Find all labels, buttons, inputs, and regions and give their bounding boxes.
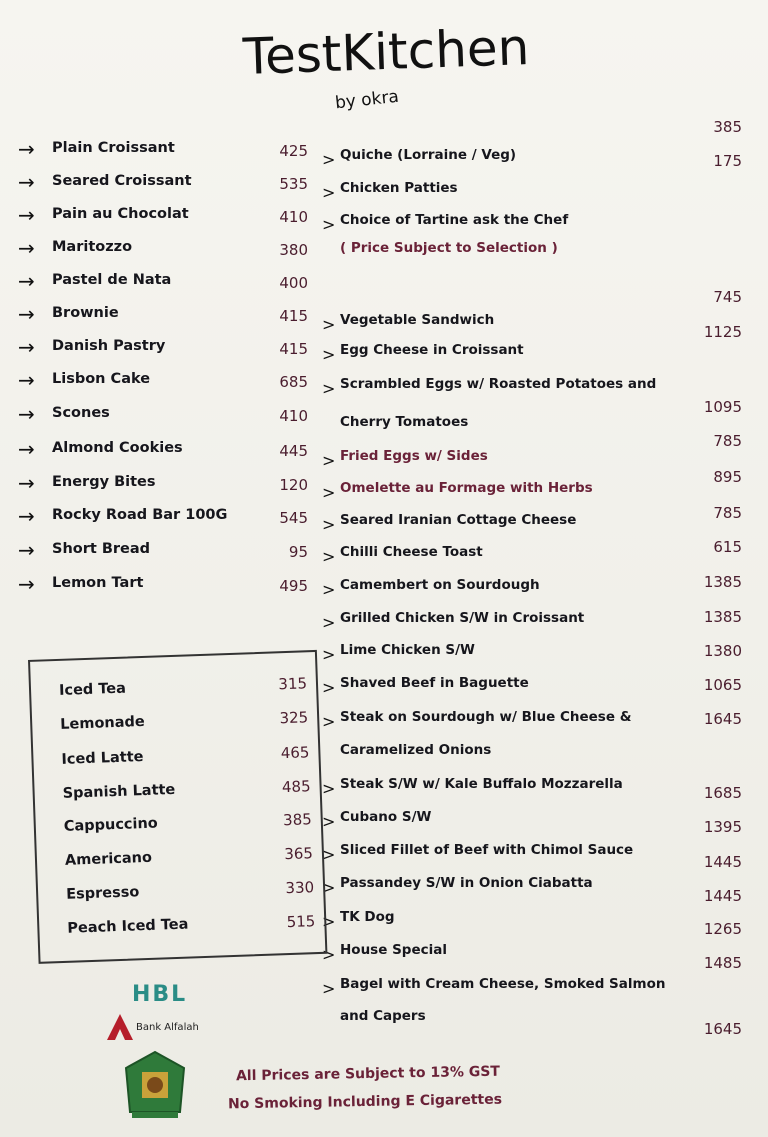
arrow-icon: > [322, 345, 336, 364]
item-price: 1685 [703, 784, 742, 802]
arrow-icon: → [18, 137, 35, 161]
arrow-icon: > [322, 812, 336, 831]
mains-item [322, 288, 752, 336]
mains-item [322, 907, 752, 938]
arrow-icon: > [322, 515, 336, 534]
mains-item [322, 840, 752, 871]
item-name: Pastel de Nata [52, 272, 172, 288]
arrow-icon: → [18, 504, 35, 528]
item-name: Quiche (Lorraine / Veg) [340, 147, 517, 163]
item-name: Espresso [65, 884, 140, 903]
item-price: 1265 [703, 920, 742, 938]
item-name: Sliced Fillet of Beef with Chimol Sauce [340, 842, 634, 858]
item-price: 485 [281, 777, 311, 797]
menu-title: TestKitchen [242, 18, 531, 86]
item-price: 175 [713, 152, 742, 170]
item-price: 685 [279, 373, 308, 391]
item-name: Omelette au Formage with Herbs [340, 480, 593, 496]
drink-item [62, 777, 313, 810]
mains-item [322, 640, 752, 666]
arrow-icon: → [18, 437, 35, 461]
mains-item [322, 940, 752, 972]
item-price: 315 [278, 674, 308, 694]
arrow-icon: > [322, 580, 336, 599]
item-name: TK Dog [340, 909, 395, 925]
hbl-logo: HBL [132, 982, 188, 1007]
item-price: 325 [279, 708, 309, 728]
item-name: Maritozzo [52, 239, 133, 255]
arrow-icon: > [322, 483, 336, 502]
arrow-icon: > [322, 678, 336, 697]
gst-note: All Prices are Subject to 13% GST [235, 1063, 501, 1085]
item-price: 400 [279, 274, 308, 292]
arrow-icon: → [18, 302, 35, 326]
mains-item [322, 432, 752, 472]
item-price: 465 [280, 743, 310, 763]
item-name: Lemon Tart [52, 575, 144, 591]
item-name: Chicken Patties [340, 180, 458, 196]
arrow-icon: > [322, 215, 336, 234]
item-price: 615 [713, 538, 742, 556]
item-price: 1125 [703, 323, 742, 341]
item-price: 120 [279, 476, 308, 494]
item-name: Americano [64, 849, 153, 869]
item-name: Steak S/W w/ Kale Buffalo Mozzarella [340, 776, 623, 792]
arrow-icon: > [322, 315, 336, 334]
item-price: 445 [279, 442, 308, 460]
item-price: 380 [279, 241, 308, 259]
mains-item [322, 238, 752, 264]
arrow-icon: > [322, 979, 336, 998]
item-name: Lisbon Cake [52, 371, 151, 387]
arrow-icon: > [322, 379, 336, 398]
item-name: and Capers [340, 1008, 426, 1024]
item-name: Scones [52, 405, 110, 421]
arrow-icon: → [18, 402, 35, 426]
item-name: Plain Croissant [52, 140, 175, 156]
drinks-box [28, 650, 327, 964]
item-name: Spanish Latte [62, 781, 176, 802]
arrow-icon: > [322, 613, 336, 632]
arrow-icon: → [18, 368, 35, 392]
item-name: Camembert on Sourdough [340, 577, 540, 593]
item-price: 495 [279, 577, 308, 595]
mains-item [322, 575, 752, 601]
item-price: 1385 [703, 573, 742, 591]
item-name: Lemonade [60, 713, 145, 733]
item-price: 385 [713, 118, 742, 136]
arrow-icon: > [322, 845, 336, 864]
item-name: Shaved Beef in Baguette [340, 675, 529, 691]
bank-alfalah-logo-icon [106, 1012, 134, 1042]
item-name: Rocky Road Bar 100G [52, 507, 228, 523]
drink-item [60, 708, 311, 741]
item-name: Cherry Tomatoes [340, 414, 469, 430]
drink-item [64, 810, 315, 843]
arrow-icon: → [18, 269, 35, 293]
item-price: 1485 [703, 954, 742, 972]
item-name: Peach Iced Tea [67, 916, 189, 937]
arrow-icon: > [322, 878, 336, 897]
menu-subtitle: by okra [334, 86, 400, 114]
arrow-icon: > [322, 150, 336, 169]
item-name: Chilli Cheese Toast [340, 544, 483, 560]
mains-item [322, 210, 752, 236]
bank-alfalah-logo [106, 1012, 236, 1042]
item-price: 1395 [703, 818, 742, 836]
item-name: Almond Cookies [52, 440, 183, 456]
drink-item [61, 743, 312, 776]
arrow-icon: → [18, 538, 35, 562]
item-price: 515 [286, 912, 316, 932]
mains-item [322, 468, 752, 504]
item-price: 1445 [703, 853, 742, 871]
item-price: 1645 [703, 1020, 742, 1038]
item-price: 895 [713, 468, 742, 486]
mains-item [322, 740, 752, 766]
item-name: ( Price Subject to Selection ) [340, 240, 558, 256]
item-price: 535 [279, 175, 308, 193]
item-price: 95 [288, 543, 308, 561]
arrow-icon: → [18, 170, 35, 194]
item-price: 785 [713, 504, 742, 522]
mains-item [322, 398, 752, 438]
item-name: Choice of Tartine ask the Chef [340, 212, 569, 228]
item-name: Brownie [52, 305, 119, 321]
drink-item [59, 674, 310, 707]
item-price: 365 [283, 844, 314, 864]
item-price: 745 [713, 288, 742, 306]
mains-item [322, 323, 752, 366]
item-name: Lime Chicken S/W [340, 642, 475, 658]
arrow-icon: → [18, 572, 35, 596]
mains-item [322, 118, 752, 171]
mains-item [322, 707, 752, 733]
item-name: Vegetable Sandwich [340, 312, 495, 328]
arrow-icon: → [18, 335, 35, 359]
mains-item [322, 673, 752, 699]
arrow-icon: > [322, 945, 336, 964]
mains-item [322, 873, 752, 905]
arrow-icon: > [322, 779, 336, 798]
arrow-icon: > [322, 547, 336, 566]
item-name: Iced Latte [61, 749, 144, 768]
item-name: House Special [340, 942, 447, 958]
arrow-icon: > [322, 183, 336, 202]
emblem-icon [124, 1050, 186, 1120]
item-price: 545 [279, 509, 308, 527]
item-price: 415 [279, 340, 308, 358]
drink-item [65, 844, 316, 877]
mains-item [322, 774, 752, 800]
item-price: 1095 [703, 398, 742, 416]
mains-item [322, 374, 752, 400]
item-price: 410 [279, 407, 308, 425]
item-name: Bagel with Cream Cheese, Smoked Salmon [340, 976, 666, 992]
item-name: Energy Bites [52, 474, 156, 490]
mains-item [322, 538, 752, 568]
arrow-icon: > [322, 451, 336, 470]
item-price: 410 [279, 208, 308, 226]
item-price: 425 [279, 142, 308, 160]
item-name: Short Bread [52, 541, 151, 557]
item-name: Steak on Sourdough w/ Blue Cheese & [340, 709, 632, 725]
arrow-icon: → [18, 471, 35, 495]
item-name: Grilled Chicken S/W in Croissant [340, 610, 585, 626]
mains-item [322, 807, 752, 836]
mains-item [322, 974, 752, 1000]
item-name: Cubano S/W [340, 809, 432, 825]
arrow-icon: > [322, 645, 336, 664]
arrow-icon: → [18, 236, 35, 260]
item-name: Iced Tea [58, 680, 127, 699]
mains-item [322, 1006, 752, 1038]
drink-item [66, 878, 317, 911]
arrow-icon: > [322, 712, 336, 731]
item-price: 1645 [703, 710, 742, 728]
smoking-note: No Smoking Including E Cigarettes [227, 1091, 503, 1113]
drink-item [67, 912, 318, 945]
arrow-icon: → [18, 203, 35, 227]
item-price: 415 [279, 307, 308, 325]
mains-item [322, 504, 752, 536]
mains-item [322, 608, 752, 634]
item-price: 330 [285, 878, 315, 898]
item-name: Passandey S/W in Onion Ciabatta [340, 875, 593, 891]
item-name: Seared Iranian Cottage Cheese [340, 512, 577, 528]
item-price: 1445 [703, 887, 742, 905]
item-name: Fried Eggs w/ Sides [340, 448, 488, 464]
item-price: 1065 [703, 676, 742, 694]
item-name: Egg Cheese in Croissant [340, 342, 524, 358]
item-name: Danish Pastry [52, 338, 166, 354]
item-name: Cappuccino [63, 815, 159, 835]
item-name: Scrambled Eggs w/ Roasted Potatoes and [340, 376, 657, 392]
item-name: Pain au Chocolat [52, 206, 189, 222]
item-price: 1385 [703, 608, 742, 626]
item-price: 785 [713, 432, 742, 450]
item-price: 1380 [703, 642, 742, 660]
item-name: Seared Croissant [52, 173, 192, 189]
item-name: Caramelized Onions [340, 742, 492, 758]
bank-alfalah-label: Bank Alfalah [136, 1022, 199, 1033]
arrow-icon: > [322, 912, 336, 931]
item-price: 385 [282, 810, 313, 830]
